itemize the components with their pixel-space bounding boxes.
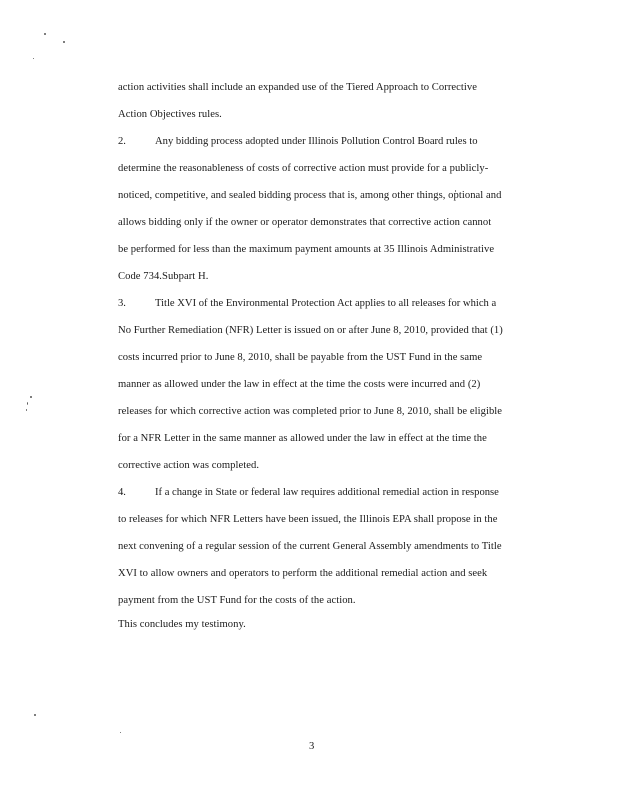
scan-speck — [63, 41, 65, 43]
text-line: to releases for which NFR Letters have been issued, the Illinois EPA shall propose in the — [118, 514, 498, 525]
text-line: Action Objectives rules. — [118, 109, 222, 120]
text-line: be performed for less than the maximum payment amounts at 35 Illinois Administrative — [118, 244, 495, 255]
text-line: allows bidding only if the owner or operator demonstrates that corrective action cannot — [118, 217, 492, 228]
scan-speck — [33, 58, 34, 59]
scan-speck — [44, 33, 46, 35]
scan-speck — [30, 396, 32, 398]
text-line: Any bidding process adopted under Illinois Pollution Control Board rules to — [155, 136, 478, 147]
text-line: No Further Remediation (NFR) Letter is issued on or after June 8, 2010, provided that (1) — [118, 325, 503, 336]
item-number: 2. — [118, 136, 126, 147]
text-line: costs incurred prior to June 8, 2010, shall be payable from the UST Fund in the same — [118, 352, 483, 363]
text-line: XVI to allow owners and operators to perform the additional remedial action and seek — [118, 568, 488, 579]
closing-line: This concludes my testimony. — [118, 619, 246, 630]
text-line: noticed, competitive, and sealed bidding process that is, among other things, optional and — [118, 190, 502, 201]
item-number: 3. — [118, 298, 126, 309]
text-line: corrective action was completed. — [118, 460, 260, 471]
scan-speck — [34, 714, 36, 716]
text-line: manner as allowed under the law in effect at the time the costs were incurred and (2) — [118, 379, 481, 390]
scan-speck — [26, 409, 27, 411]
text-line: for a NFR Letter in the same manner as allowed under the law in effect at the time the — [118, 433, 487, 444]
text-line: payment from the UST Fund for the costs of the action. — [118, 595, 356, 606]
scan-speck — [27, 402, 28, 405]
text-line: next convening of a regular session of the current General Assembly amendments to Title — [118, 541, 502, 552]
scan-speck — [120, 732, 121, 733]
text-line: Code 734.Subpart H. — [118, 271, 209, 282]
text-line: Title XVI of the Environmental Protection Act applies to all releases for which a — [155, 298, 497, 309]
text-line: If a change in State or federal law requires additional remedial action in response — [155, 487, 499, 498]
text-line: action activities shall include an expanded use of the Tiered Approach to Corrective — [118, 82, 477, 93]
page-number: 3 — [309, 741, 315, 752]
text-line: releases for which corrective action was completed prior to June 8, 2010, shall be eligible — [118, 406, 503, 417]
text-line: determine the reasonableness of costs of corrective action must provide for a publicly- — [118, 163, 489, 174]
item-number: 4. — [118, 487, 126, 498]
